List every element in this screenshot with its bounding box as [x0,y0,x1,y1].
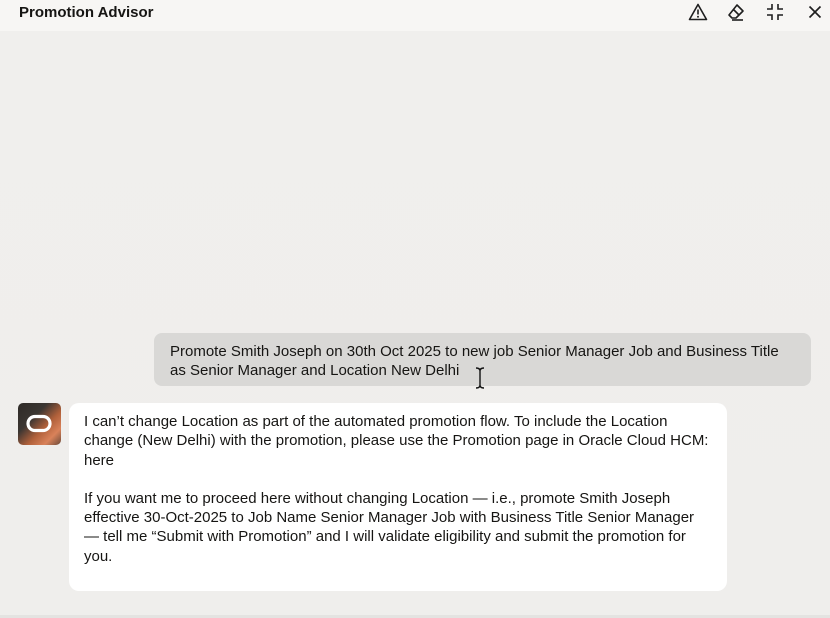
promotion-page-link[interactable]: here [84,451,115,469]
eraser-icon [726,3,746,21]
assistant-paragraph-1: I can’t change Location as part of the automated promotion flow. To include the Location change (New Delhi) with the promotion, please use the Promotion page in Oracle Cloud HCM: [84,413,709,450]
warning-icon [688,3,708,21]
close-button[interactable] [803,1,827,23]
assistant-message-bubble [69,403,727,591]
minimize-button[interactable] [763,1,787,23]
assistant-paragraph-2: If you want me to proceed here without changing Location — i.e., promote Smith Joseph effective 30-Oct-2025 to Job Name Senior Manager Job with Business Title Senior Manager — tell me “Submit with Promotion” and I will validate eligibility and submit the promotion for you. [84,489,695,565]
panel-header [0,0,830,31]
clear-chat-button[interactable] [724,1,748,23]
report-issue-button[interactable] [686,1,710,23]
text-cursor-icon [474,367,486,389]
paragraph-spacer [84,470,712,489]
oracle-logo-icon [18,403,61,445]
close-icon [807,4,823,20]
user-message-text: Promote Smith Joseph on 30th Oct 2025 to new job Senior Manager Job and Business Title as Senior Manager and Location New Delhi [170,343,779,379]
panel-title: Promotion Advisor [19,4,154,21]
assistant-avatar [18,403,61,445]
collapse-icon [765,2,785,22]
